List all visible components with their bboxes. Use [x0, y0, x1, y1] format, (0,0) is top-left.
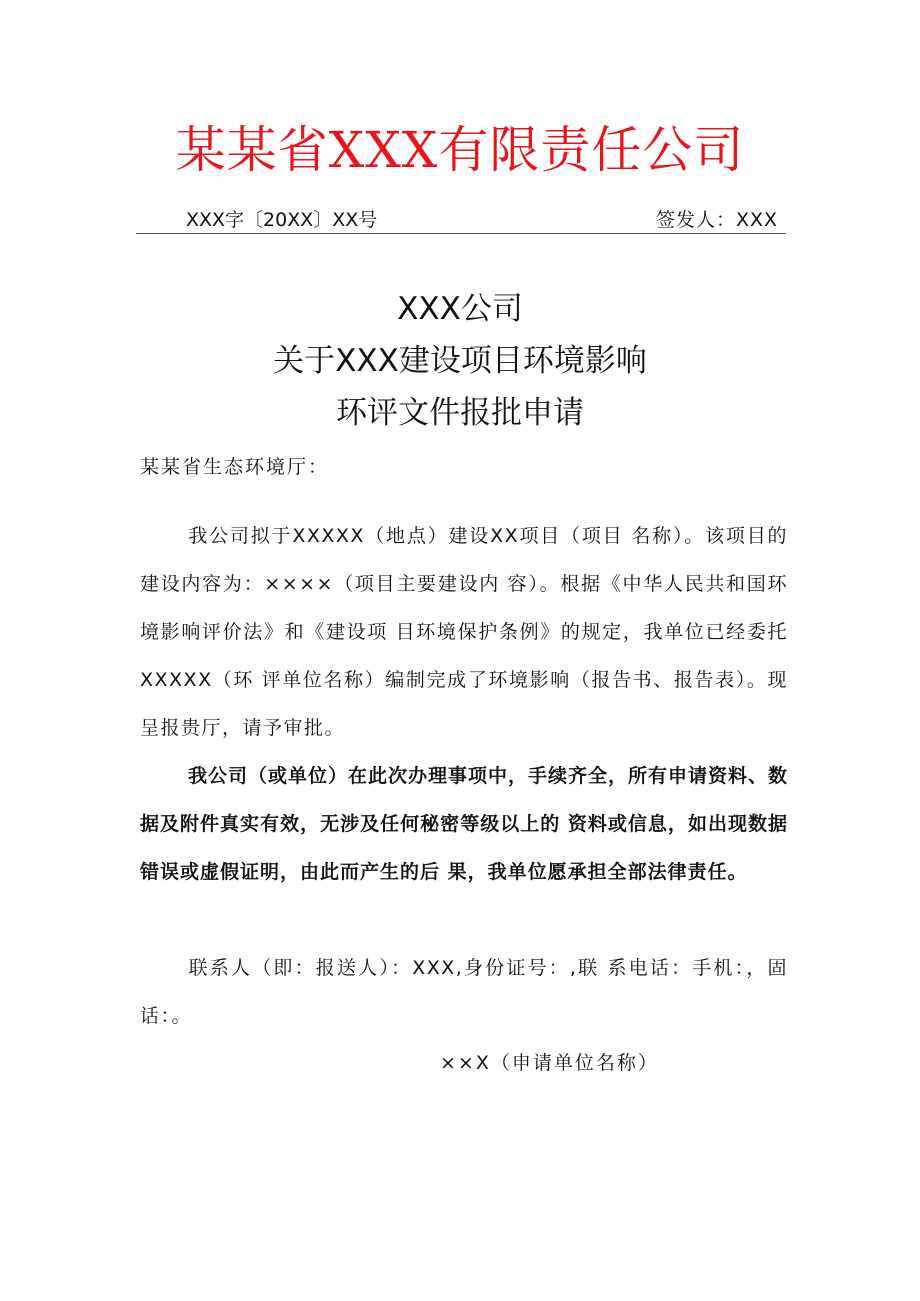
body-paragraph-application — [140, 512, 788, 752]
recipient-salutation: 某某省生态环境厅： — [140, 456, 330, 478]
paragraph-2-text: 我公司（或单位）在此次办理事项中，手续齐全，所有申请资料、数据及附件真实有效，无涉及任何秘密等级以上的 资料或信息，如出现数据错误或虚假证明，由此而产生的后 果，我单位愿承担全部法律责任。 — [140, 765, 789, 883]
body-paragraph-contact — [140, 944, 788, 1040]
signer-field: 签发人：XXX — [655, 209, 778, 231]
header-divider — [136, 233, 786, 234]
subject-line-2: 关于XXX建设项目环境影响 — [273, 343, 647, 379]
applicant-signature: ××X（申请单位名称） — [440, 1052, 659, 1074]
organization-title: 某某省XXX有限责任公司 — [175, 121, 745, 179]
document-number: XXX字〔20XX〕XX号 — [186, 209, 378, 231]
paragraph-3-text: 联系人（即：报送人）：XXX,身份证号：,联 系电话：手机：，固话：。 — [140, 957, 788, 1027]
body-paragraph-declaration — [140, 752, 788, 896]
subject-line-1: XXX公司 — [397, 291, 523, 327]
subject-line-3: 环评文件报批申请 — [336, 395, 584, 431]
document-subject — [0, 283, 920, 439]
paragraph-1-text: 我公司拟于XXXXX（地点）建设XX项目（项目 名称）。该项目的建设内容为：××××（项目主要建设内 容）。根据《中华人民共和国环境影响评价法》和《建设项 目环境保护条例》的规定，我单位已经委托XXXXX（环 评单位名称）编制完成了环境影响（报告书、报告表）。现 呈报贵厅，请予审批。 — [140, 525, 788, 739]
